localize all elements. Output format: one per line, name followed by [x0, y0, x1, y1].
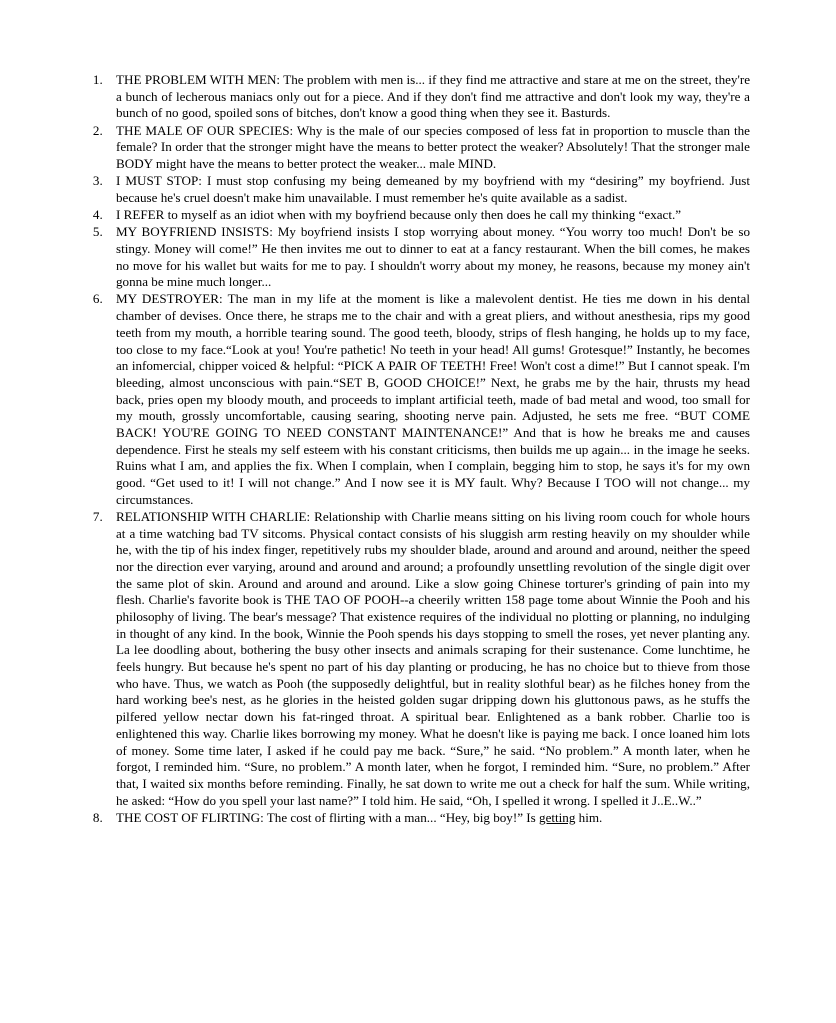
entry-body-pre: The cost of flirting with a man... “Hey, big boy!” Is [263, 809, 540, 825]
entry-body: Relationship with Charlie means sitting on his living room couch for whole hours at a time watching bad TV sitcoms. Physical contact consists of his sluggish arm resting heavily on my shoulder while he, with the tip of his index finger, repetitively rubs my shoulder blade, around and around and around, neither the speed nor the direction ever varying, around and around and around; a profoundly unsettling revolution of the single digit over the same plot of skin. Around and around and around. Like a slow going Chinese torturer's grinding of pain into my flesh. Charlie's favorite book is THE TAO OF POOH--a cheerily written 158 page tome about Winnie the Pooh and his philosophy of living. The bear's message? That existence requires of the individual no plotting or planning, no indulging in thought of any kind. In the book, Winnie the Pooh spends his days stopping to smell the roses, yet never planting any. La lee doodling about, bothering the busy other insects and animals scraping for their sustenance. Come lunchtime, he feels hungry. But because he's spent no part of his day planting or producing, he has no choice but to thieve from those who have. Thus, we watch as Pooh (the supposedly delightful, but in reality slothful bear) as he filches honey from the hard working bee's nest, as he glories in the heisted golden sugar dripping down his gluttonous paws, as he stuffs the pilfered yellow nectar down his fat-ringed throat. A spiritual bear. Enlightened as a bank robber. Charlie too is enlightened this way. Charlie likes borrowing my money. What he doesn't like is paying me back. I once loaned him lots of money. Some time later, I asked if he could pay me back. “Sure,” he said. “No problem.” A month later, when he forgot, I reminded him. “Sure, no problem.” A month later, when he forgot, I reminded him. “Sure, no problem.” After that, I waited six months before reminding. Finally, he sat down to write me out a check for half the sum. While writing, he asked: “How do you spell your last name?” I told him. He said, “Oh, I spelled it wrong. I spelled it J..E..W..” [116, 508, 751, 808]
entry-title: THE PROBLEM WITH MEN: [116, 72, 281, 87]
list-item [106, 224, 750, 291]
entry-title: I REFER [116, 207, 165, 222]
numbered-entry-list [72, 72, 750, 826]
entry-body: The man in my life at the moment is like a malevolent dentist. He ties me down in his dental chamber of devises. Once there, he straps me to the chair and with a great pliers, and without anesthesia, rips my good teeth from my mouth, a horrible tearing sound. The good teeth, bloody, strips of flesh hanging, he holds up to my face, too close to my face.“Look at you! You're pathetic! No teeth in your head! All gums! Grotesque!” Instantly, he becomes an infomercial, chipper voiced & helpful: “PICK A PAIR OF TEETH! Free! Won't cost a dime!” But I cannot speak. I'm bleeding, almost unconscious with pain.“SET B, GOOD CHOICE!” Next, he grabs me by the hair, thrusts my head back, pries open my bloody mouth, and proceeds to implant artificial teeth, made of bad metal and wood, too small for my mouth, grossly uncomfortable, causing searing, shooting nerve pain. Adjusted, he sets me free. “BUT COME BACK! YOU'RE GOING TO NEED CONSTANT MAINTENANCE!” And that is how he breaks me and causes dependence. First he steals my self esteem with his constant criticisms, then builds me up again... in the image he seeks. Ruins what I am, and applies the fix. When I complain, when I complain, begging him to stop, he says it's for my own good. “Get used to it! I will not change.” And I now see it is MY fault. Why? Because I TOO will not change... my circumstances. [116, 291, 750, 507]
list-item [106, 173, 750, 206]
entry-body: to myself as an idiot when with my boyfriend because only then does he call my thinking “exact.” [164, 207, 682, 222]
entry-title: THE COST OF FLIRTING: [116, 809, 264, 825]
entry-title: THE MALE OF OUR SPECIES: [116, 122, 294, 138]
entry-body: My boyfriend insists I stop worrying about money. “You worry too much! Don't be so stingy. Money will come!” He then invites me out to dinner to eat at a fancy restaurant. When the bill comes, he makes no move for his wallet but waits for me to pay. I shouldn't worry about my money, he reasons, because my money ain't gonna be mine much longer... [116, 224, 750, 290]
list-item [106, 72, 750, 122]
entry-title: I MUST STOP: [116, 173, 202, 189]
entry-body-post: him. [575, 809, 603, 825]
list-item [106, 810, 750, 827]
entry-body: Why is the male of our species composed of less fat in proportion to muscle than the female? In order that the stronger might have the means to better protect the weaker? Absolutely! That the stronger male BODY might have the means to better protect the weaker... male MIND. [116, 122, 750, 171]
list-item [106, 123, 750, 173]
entry-body: I must stop confusing my being demeaned by my boyfriend with my “desiring” my boyfriend. Just because he's cruel doesn't make him unavailable. I must remember he's quite available as a sadist. [116, 173, 750, 205]
entry-title: MY BOYFRIEND INSISTS: [116, 224, 273, 240]
list-item [106, 509, 750, 809]
list-item [106, 207, 750, 224]
entry-body: The problem with men is... if they find me attractive and stare at me on the street, they're a bunch of lecherous maniacs only out for a piece. And if they don't find me attractive and don't look my way, they're a bunch of no good, spoiled sons of bitches, don't know a good thing when they see it. Basturds. [116, 72, 751, 121]
entry-body-underlined-word: getting [539, 809, 576, 825]
list-item [106, 291, 750, 508]
entry-title: MY DESTROYER: [116, 291, 223, 307]
entry-title: RELATIONSHIP WITH CHARLIE: [116, 508, 311, 524]
